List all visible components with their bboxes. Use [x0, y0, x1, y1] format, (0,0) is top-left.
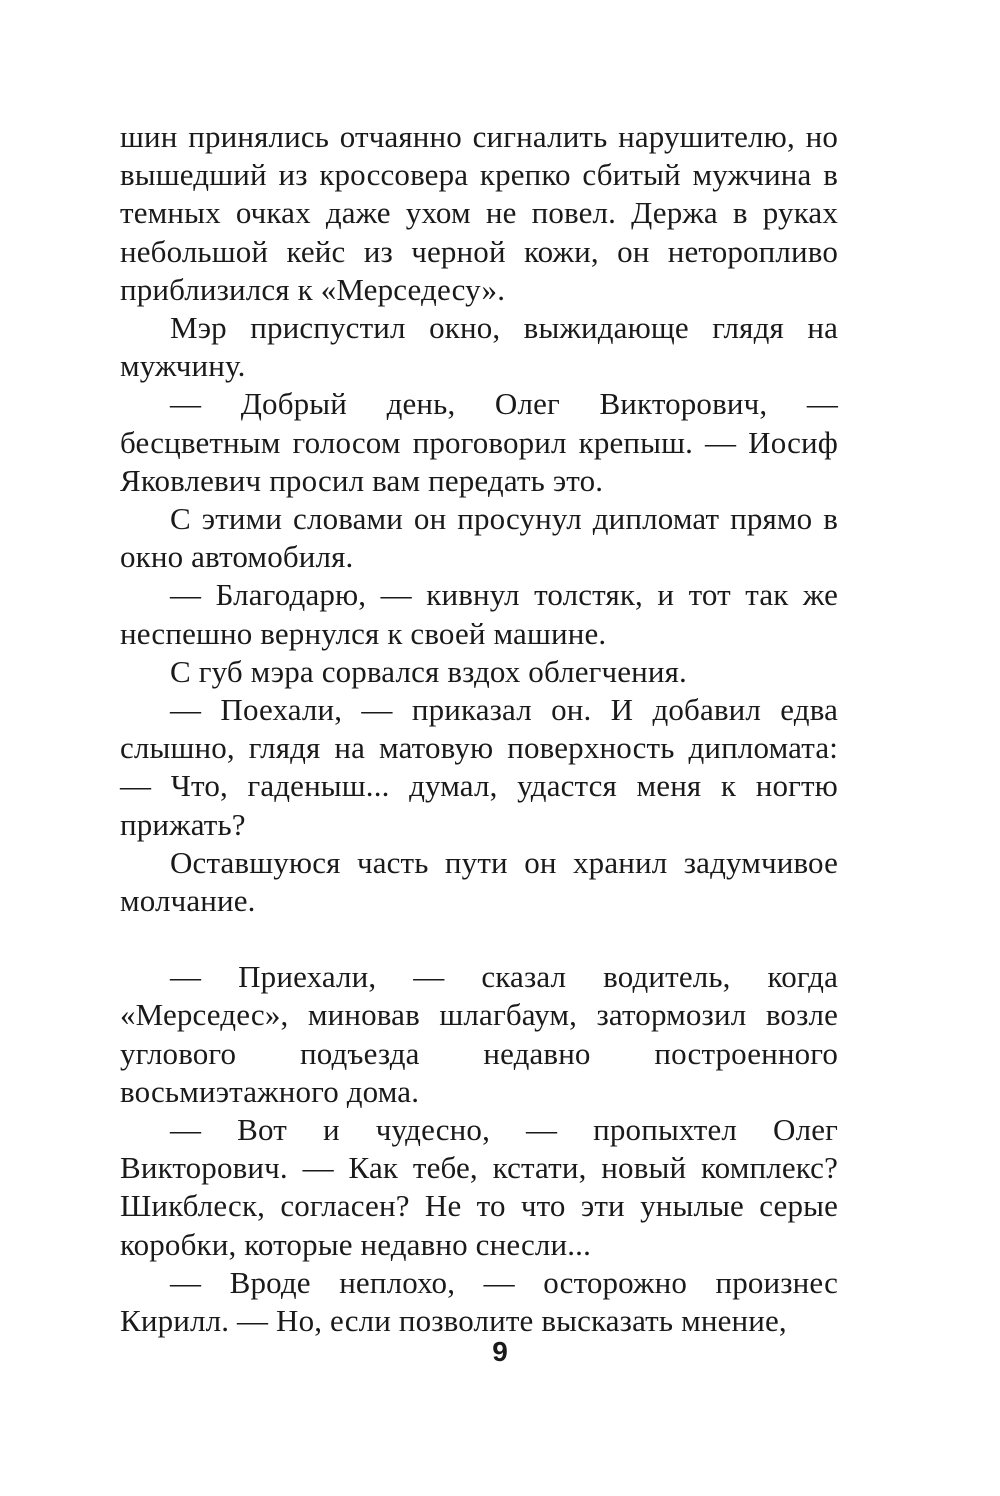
paragraph: — Вроде неплохо, — осторожно произнес Кирилл. — Но, если позволите высказать мнение,: [120, 1264, 838, 1339]
paragraph: — Поехали, — приказал он. И добавил едва слышно, глядя на матовую поверхность дипломата: — Что, гаденыш... думал, удастся меня к ногтю прижать?: [120, 692, 838, 842]
paragraph: — Вот и чудесно, — пропыхтел Олег Викторович. — Как тебе, кстати, новый комплекс? Шикблеск, согласен? Не то что эти унылые серые коробки, которые недавно снесли...: [120, 1112, 838, 1262]
page-number: 9: [492, 1336, 508, 1367]
paragraph: Оставшуюся часть пути он хранил задумчивое молчание.: [120, 844, 838, 919]
paragraph: С губ мэра сорвался вздох облегчения.: [170, 653, 687, 689]
page-text: [120, 118, 838, 1340]
paragraph: Мэр приспустил окно, выжидающе глядя на мужчину.: [120, 310, 838, 384]
paragraph: С этими словами он просунул дипломат прямо в окно автомобиля.: [120, 501, 838, 575]
paragraph: — Приехали, — сказал водитель, когда «Мерседес», миновав шлагбаум, затормозил возле углового подъезда недавно построенного восьмиэтажного дома.: [120, 959, 838, 1109]
paragraph: — Благодарю, — кивнул толстяк, и тот так же неспешно вернулся к своей машине.: [120, 577, 838, 651]
paragraph: шин принялись отчаянно сигналить нарушителю, но вышедший из кроссовера крепко сбитый мужчина в темных очках даже ухом не повел. Держа в руках небольшой кейс из черной кожи, он неторопливо приблизился к «Мерседесу».: [120, 119, 838, 307]
section-break: [120, 920, 838, 958]
paragraph: — Добрый день, Олег Викторович, — бесцветным голосом проговорил крепыш. — Иосиф Яковлевич просил вам передать это.: [120, 386, 838, 498]
